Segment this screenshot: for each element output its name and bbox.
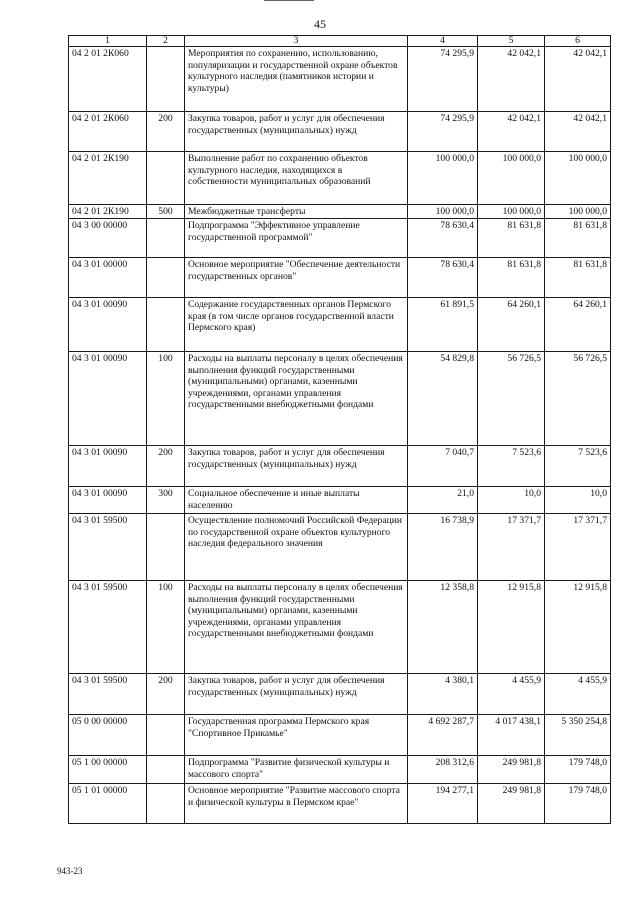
table-row	[69, 205, 611, 219]
row-value-col5: 42 042,1	[478, 47, 545, 112]
row-value-col5: 100 000,0	[478, 205, 545, 219]
row-type: 200	[147, 674, 185, 715]
row-name: Основное мероприятие "Обеспечение деятельности государственных органов"	[185, 258, 408, 298]
page-number: 45	[314, 17, 326, 31]
header-col-3: 3	[185, 36, 408, 47]
row-value-col5: 81 631,8	[478, 219, 545, 258]
row-value-col4: 4 380,1	[408, 674, 478, 715]
row-value-col6: 10,0	[545, 487, 611, 514]
row-value-col4: 12 358,8	[408, 581, 478, 674]
row-value-col6: 100 000,0	[545, 205, 611, 219]
row-value-col4: 194 277,1	[408, 784, 478, 824]
row-value-col5: 42 042,1	[478, 112, 545, 152]
row-value-col6: 17 371,7	[545, 514, 611, 581]
row-value-col4: 78 630,4	[408, 219, 478, 258]
table-row	[69, 784, 611, 824]
row-value-col5: 4 017 438,1	[478, 715, 545, 756]
row-value-col6: 179 748,0	[545, 756, 611, 784]
row-name: Подпрограмма "Развитие физической культуры и массового спорта"	[185, 756, 408, 784]
table-row	[69, 219, 611, 258]
row-code: 04 2 01 2К060	[69, 47, 147, 112]
row-code: 04 2 01 2К060	[69, 112, 147, 152]
row-value-col6: 56 726,5	[545, 352, 611, 446]
row-code: 04 3 01 00090	[69, 446, 147, 487]
row-value-col5: 81 631,8	[478, 258, 545, 298]
header-col-2: 2	[147, 36, 185, 47]
row-type: 100	[147, 352, 185, 446]
row-name: Подпрограмма "Эффективное управление государственной программой"	[185, 219, 408, 258]
row-value-col4: 208 312,6	[408, 756, 478, 784]
row-name: Межбюджетные трансферты	[185, 205, 408, 219]
row-value-col6: 7 523,6	[545, 446, 611, 487]
row-value-col6: 81 631,8	[545, 219, 611, 258]
table-row	[69, 152, 611, 205]
row-code: 04 3 01 00090	[69, 487, 147, 514]
row-value-col6: 64 260,1	[545, 298, 611, 352]
table-row	[69, 47, 611, 112]
row-value-col4: 7 040,7	[408, 446, 478, 487]
table-row	[69, 487, 611, 514]
table-row	[69, 352, 611, 446]
row-value-col6: 42 042,1	[545, 112, 611, 152]
row-type	[147, 715, 185, 756]
row-name: Закупка товаров, работ и услуг для обеспечения государственных (муниципальных) нужд	[185, 446, 408, 487]
row-code: 04 3 01 59500	[69, 514, 147, 581]
row-value-col6: 12 915,8	[545, 581, 611, 674]
row-code: 04 3 01 59500	[69, 581, 147, 674]
row-type	[147, 514, 185, 581]
table-row	[69, 112, 611, 152]
row-value-col6: 4 455,9	[545, 674, 611, 715]
table-row	[69, 446, 611, 487]
row-value-col5: 10,0	[478, 487, 545, 514]
budget-table	[68, 35, 611, 824]
row-name: Расходы на выплаты персоналу в целях обеспечения выполнения функций государственными (муниципальными) органами, казенными учреждениями, органами управления государственными внебюджетными фондами	[185, 581, 408, 674]
row-type: 200	[147, 112, 185, 152]
document-code: 943-23	[57, 866, 83, 876]
row-value-col4: 78 630,4	[408, 258, 478, 298]
row-value-col4: 100 000,0	[408, 152, 478, 205]
row-code: 04 3 00 00000	[69, 219, 147, 258]
row-value-col6: 100 000,0	[545, 152, 611, 205]
row-value-col5: 12 915,8	[478, 581, 545, 674]
row-type	[147, 298, 185, 352]
row-name: Закупка товаров, работ и услуг для обеспечения государственных (муниципальных) нужд	[185, 674, 408, 715]
table-row	[69, 674, 611, 715]
row-value-col5: 249 981,8	[478, 756, 545, 784]
row-name: Осуществление полномочий Российской Федерации по государственной охране объектов культурного наследия федерального значения	[185, 514, 408, 581]
row-value-col6: 179 748,0	[545, 784, 611, 824]
row-name: Выполнение работ по сохранению объектов культурного наследия, находящихся в собственности муниципальных образований	[185, 152, 408, 205]
row-type: 500	[147, 205, 185, 219]
row-value-col5: 56 726,5	[478, 352, 545, 446]
row-code: 04 2 01 2К190	[69, 205, 147, 219]
row-type	[147, 784, 185, 824]
row-value-col4: 21,0	[408, 487, 478, 514]
header-col-5: 5	[478, 36, 545, 47]
row-value-col6: 81 631,8	[545, 258, 611, 298]
row-value-col4: 100 000,0	[408, 205, 478, 219]
table-header-row	[69, 36, 611, 47]
row-value-col5: 17 371,7	[478, 514, 545, 581]
row-type: 300	[147, 487, 185, 514]
row-type: 100	[147, 581, 185, 674]
row-value-col5: 4 455,9	[478, 674, 545, 715]
row-code: 05 1 00 00000	[69, 756, 147, 784]
row-value-col4: 74 295,9	[408, 112, 478, 152]
table-row	[69, 258, 611, 298]
row-value-col6: 42 042,1	[545, 47, 611, 112]
table-row	[69, 756, 611, 784]
row-name: Государственная программа Пермского края "Спортивное Прикамье"	[185, 715, 408, 756]
row-value-col5: 249 981,8	[478, 784, 545, 824]
row-value-col4: 16 738,9	[408, 514, 478, 581]
row-name: Социальное обеспечение и иные выплаты населению	[185, 487, 408, 514]
row-type	[147, 258, 185, 298]
row-code: 04 3 01 59500	[69, 674, 147, 715]
top-edge-mark	[264, 0, 314, 3]
row-name: Мероприятия по сохранению, использованию, популяризации и государственной охране объектов культурного наследия (памятников истории и культуры)	[185, 47, 408, 112]
row-code: 04 3 01 00000	[69, 258, 147, 298]
row-value-col4: 4 692 287,7	[408, 715, 478, 756]
header-col-1: 1	[69, 36, 147, 47]
row-name: Содержание государственных органов Пермского края (в том числе органов государственной власти Пермского края)	[185, 298, 408, 352]
row-code: 04 3 01 00090	[69, 352, 147, 446]
table-row	[69, 514, 611, 581]
row-code: 05 0 00 00000	[69, 715, 147, 756]
header-col-6: 6	[545, 36, 611, 47]
table-row	[69, 715, 611, 756]
row-value-col4: 61 891,5	[408, 298, 478, 352]
row-type	[147, 219, 185, 258]
row-type: 200	[147, 446, 185, 487]
row-name: Закупка товаров, работ и услуг для обеспечения государственных (муниципальных) нужд	[185, 112, 408, 152]
row-name: Основное мероприятие "Развитие массового спорта и физической культуры в Пермском крае"	[185, 784, 408, 824]
row-type	[147, 152, 185, 205]
header-col-4: 4	[408, 36, 478, 47]
row-value-col6: 5 350 254,8	[545, 715, 611, 756]
row-name: Расходы на выплаты персоналу в целях обеспечения выполнения функций государственными (муниципальными) органами, казенными учреждениями, органами управления государственными внебюджетными фондами	[185, 352, 408, 446]
row-value-col4: 54 829,8	[408, 352, 478, 446]
row-type	[147, 756, 185, 784]
row-code: 04 2 01 2К190	[69, 152, 147, 205]
table-row	[69, 581, 611, 674]
row-code: 05 1 01 00000	[69, 784, 147, 824]
row-type	[147, 47, 185, 112]
table-row	[69, 298, 611, 352]
row-value-col5: 100 000,0	[478, 152, 545, 205]
row-value-col5: 64 260,1	[478, 298, 545, 352]
row-code: 04 3 01 00090	[69, 298, 147, 352]
row-value-col5: 7 523,6	[478, 446, 545, 487]
row-value-col4: 74 295,9	[408, 47, 478, 112]
